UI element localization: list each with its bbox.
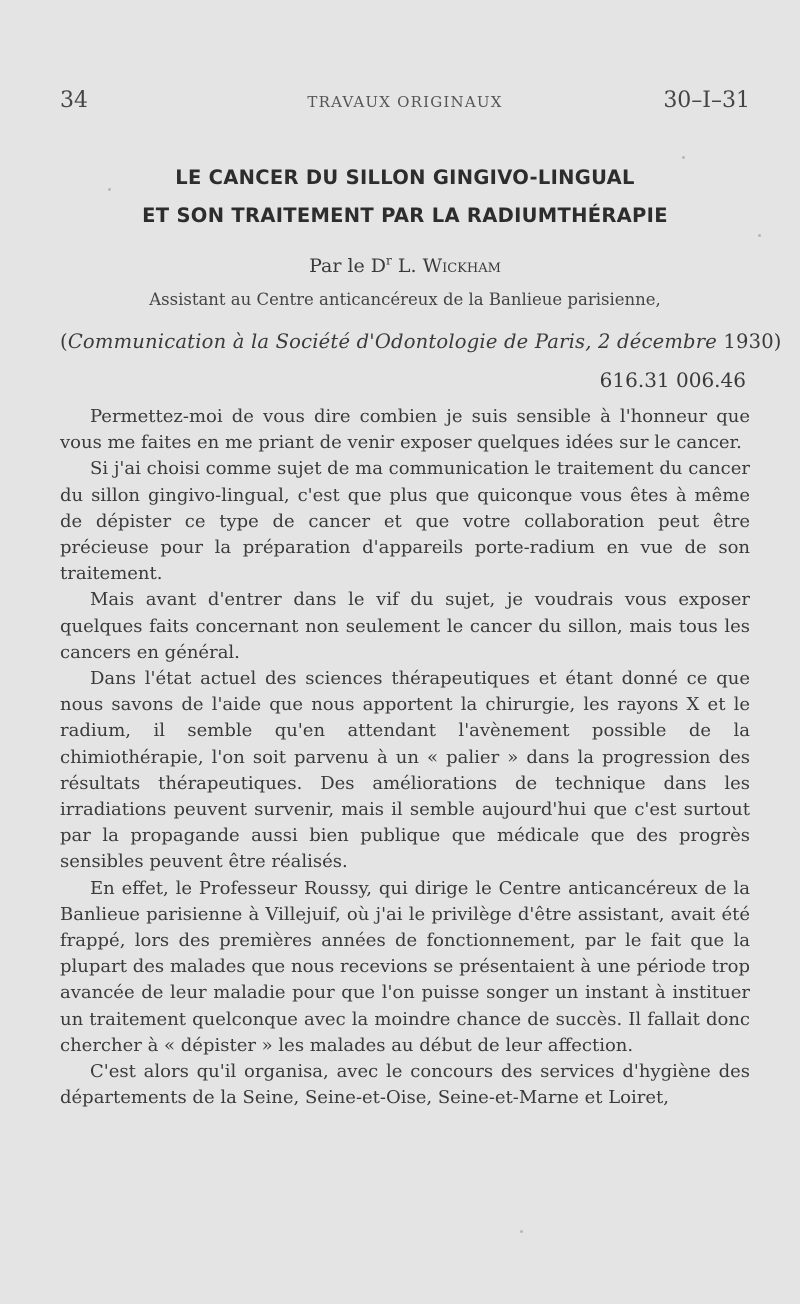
paragraph: Mais avant d'entrer dans le vif du sujet, je voudrais vous exposer quelques faits concernant non seulement le cancer du sillon, mais tous les cancers en général.: [60, 589, 750, 663]
byline: [60, 255, 750, 277]
communication-venue: Communication à la Société d'Odontologie de Paris, 2 décembre: [67, 330, 717, 353]
communication-open-paren: (: [60, 330, 68, 353]
page-number: 34: [60, 88, 88, 113]
author-name: Wickham: [422, 255, 501, 277]
article-body: [60, 404, 750, 1111]
paragraph: Si j'ai choisi comme sujet de ma communication le traitement du cancer du sillon gingivo-lingual, c'est que plus que quiconque vous êtes à même de dépister ce type de cancer et que votre collaboration peut être précieuse pour la préparation d'appareils porte-radium en vue de son traitement.: [60, 458, 750, 585]
paper-speck: [520, 1230, 523, 1233]
author-affiliation: Assistant au Centre anticancéreux de la Banlieue parisienne,: [149, 290, 661, 309]
paragraph: C'est alors qu'il organisa, avec le concours des services d'hygiène des départements de la Seine, Seine-et-Oise, Seine-et-Marne et Loiret,: [60, 1061, 750, 1109]
running-head: [60, 88, 750, 120]
author-initial: L.: [397, 255, 417, 277]
paper-speck: [108, 188, 111, 191]
paragraph: En effet, le Professeur Roussy, qui dirige le Centre anticancéreux de la Banlieue parisienne à Villejuif, où j'ai le privilège d'être assistant, avait été frappé, lors des premières années de fonctionnement, par le fait que la plupart des malades que nous recevions se présentaient à une période trop avancée de leur maladie pour que l'on puisse songer un instant à instituer un traitement quelconque avec la moindre chance de succès. Il fallait donc chercher à « dépister » les malades au début de leur affection.: [60, 877, 750, 1056]
section-title: TRAVAUX ORIGINAUX: [307, 93, 503, 111]
byline-prefix: Par le D: [309, 255, 387, 277]
article-title-line-2: ET SON TRAITEMENT PAR LA RADIUMTHÉRAPIE: [142, 204, 668, 227]
byline-superscript: r: [386, 253, 392, 268]
communication-note: [60, 330, 782, 353]
paper-speck: [682, 156, 685, 159]
paragraph: Permettez-moi de vous dire combien je suis sensible à l'honneur que vous me faites en me priant de venir exposer quelques idées sur le cancer.: [60, 406, 750, 454]
article-title-line-1: LE CANCER DU SILLON GINGIVO-LINGUAL: [175, 166, 635, 189]
issue-number: 30–I–31: [663, 88, 750, 113]
classification-code: 616.31 006.46: [599, 368, 746, 392]
paper-speck: [758, 234, 761, 237]
paragraph: Dans l'état actuel des sciences thérapeutiques et étant donné ce que nous savons de l'aide que nous apportent la chirurgie, les rayons X et le radium, il semble qu'en attendant l'avènement possible de la chimiothérapie, l'on soit parvenu à un « palier » dans la progression des résultats thérapeutiques. Des améliorations de technique dans les irradiations peuvent survenir, mais il semble aujourd'hui que c'est surtout par la propagande aussi bien publique que médicale que des progrès sensibles peuvent être réalisés.: [60, 668, 750, 873]
communication-year: 1930): [716, 330, 782, 353]
